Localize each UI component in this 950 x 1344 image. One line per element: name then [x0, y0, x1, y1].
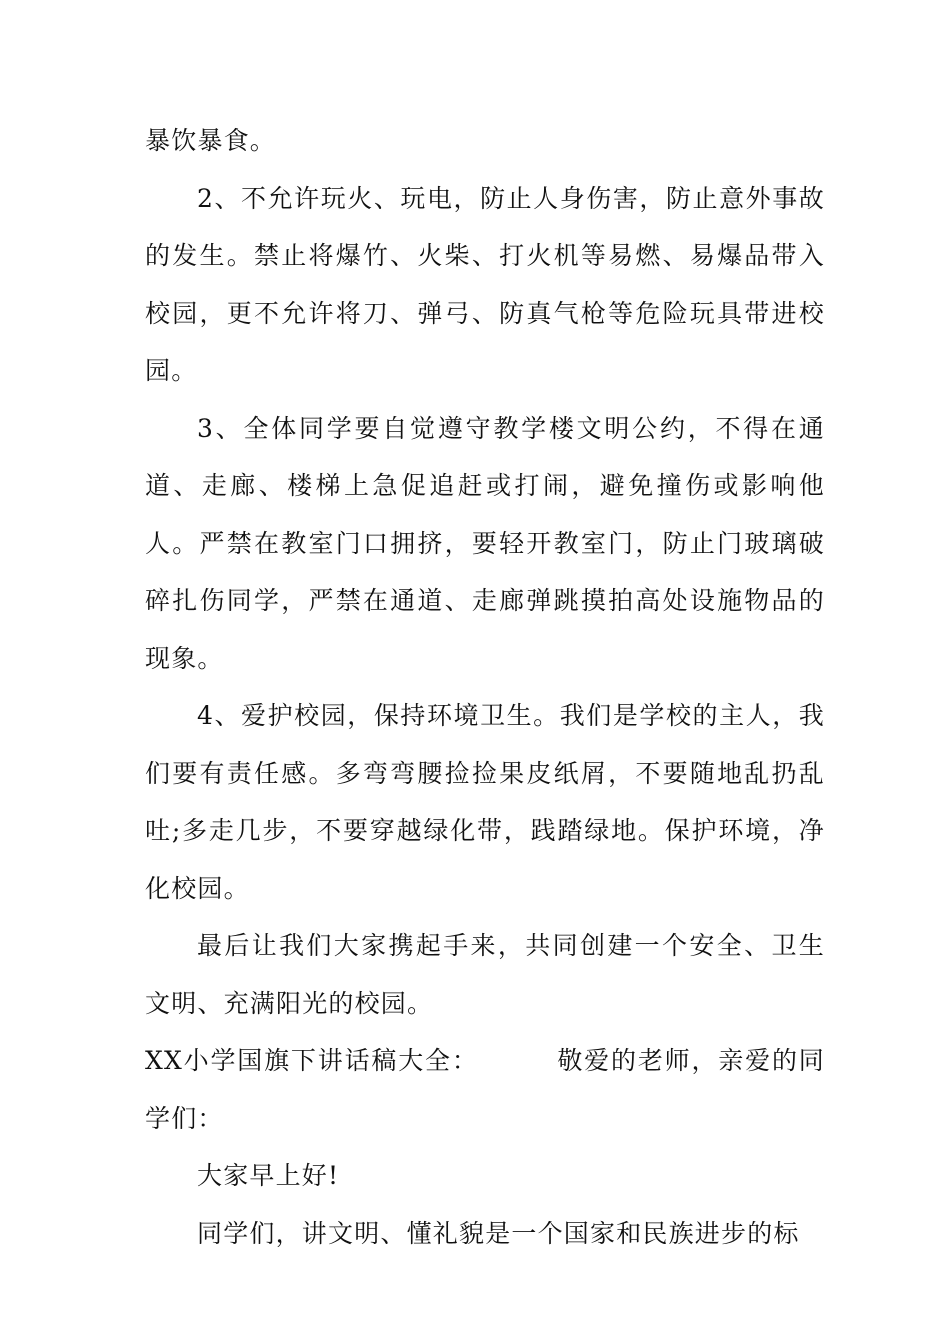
paragraph-rule-3: 3、全体同学要自觉遵守教学楼文明公约，不得在通道、走廊、楼梯上急促追赶或打闹，避免撞伤或影响他人。严禁在教室门口拥挤，要轻开教室门，防止门玻璃破碎扎伤同学，严禁在通道、走廊弹跳摸拍高处设施物品的现象。: [145, 413, 825, 673]
speech-heading-line: [145, 1032, 825, 1147]
paragraph-rule-2: 2、不允许玩火、玩电，防止人身伤害，防止意外事故的发生。禁止将爆竹、火柴、打火机等易燃、易爆品带入校园，更不允许将刀、弹弓、防真气枪等危险玩具带进校园。: [145, 183, 825, 385]
paragraph-closing: 最后让我们大家携起手来，共同创建一个安全、卫生文明、充满阳光的校园。: [145, 931, 825, 1018]
document-body: [145, 112, 825, 1262]
speech-greeting: 大家早上好!: [197, 1161, 340, 1190]
paragraph-continuation: 暴饮暴食。: [145, 126, 277, 155]
speech-title: XX小学国旗下讲话稿大全：: [145, 1046, 479, 1075]
speech-opening: 同学们，讲文明、懂礼貌是一个国家和民族进步的标: [197, 1218, 800, 1248]
speech-salutation: 敬爱的老师，亲爱的同学们：: [145, 1046, 825, 1133]
paragraph-rule-4: 4、爱护校园，保持环境卫生。我们是学校的主人，我们要有责任感。多弯弯腰捡捡果皮纸屑，不要随地乱扔乱吐;多走几步，不要穿越绿化带，践踏绿地。保护环境，净化校园。: [145, 701, 825, 903]
